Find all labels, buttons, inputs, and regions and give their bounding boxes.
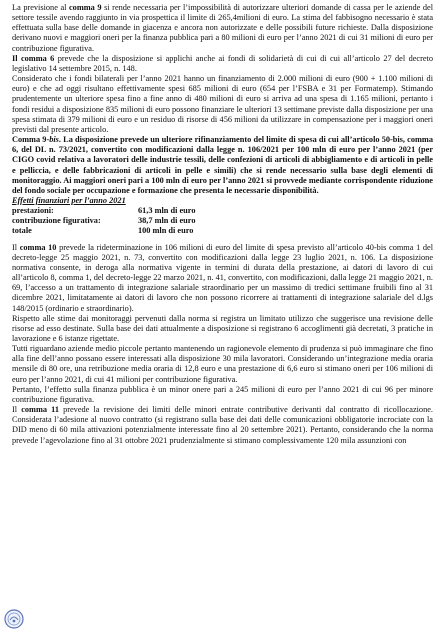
text-run: comma 10 [19, 242, 57, 252]
bottom-paragraph [12, 243, 433, 314]
text-run: comma 9 [69, 3, 102, 12]
effects-row [12, 226, 195, 236]
bottom-paragraph [12, 344, 433, 385]
text-run: Il comma 6 [12, 53, 55, 63]
financial-effects-title: Effetti finanziari per l’anno 2021 [12, 195, 126, 205]
top-paragraph [12, 3, 433, 54]
text-run: comma 11 [21, 405, 59, 415]
text-run: Considerato che i fondi bilaterali per l’anno 2021 hanno un finanziamento di 2.000 milioni di euro (900 + 1.100 milioni di euro) e che ad oggi risultano effettivamente spesi 685 milioni di euro (654 per l’FSBA e 31 per Formatemp). Stimando prudentemente un ulteriore spesa fino a fine anno di 480 milioni di euro si arriva ad una spesa di 1.165 milioni, pertanto i fondi residui a disposizione 835 milioni di euro possono finanziare le ulteriori 13 settimane previste dalla disposizione per una spesa stimata di 379 milioni di euro e un residuo di risorse di 456 milioni da utilizzare in compensazione per i maggiori oneri previsti dal presente articolo. [12, 74, 433, 134]
top-paragraph [12, 74, 433, 135]
seal-logo-icon [4, 609, 24, 629]
bottom-paragraph [12, 385, 433, 405]
text-run: Tutti riguardano aziende medio piccole pertanto mantenendo un ragionevole elemento di prudenza si può immaginare che fino alla fine dell’anno possano essere interessati alla disposizione 30 mila lavoratori. Considerando un’integrazione media oraria mensile di 80 ore, una retribuzione media oraria di 12,8 euro e una prestazione di 6,6 euro si stimano oneri per 106 milioni di euro per l’anno 2021, di cui 41 milioni per contribuzione figurativa. [12, 344, 433, 384]
text-run: Il [12, 405, 22, 415]
bottom-paragraph [12, 405, 433, 446]
effects-row [12, 206, 195, 216]
top-paragraph [12, 135, 433, 196]
text-run: La previsione al [12, 3, 69, 12]
text-run: Il [12, 242, 20, 252]
text-run: prevede che la disposizione si applichi anche ai fondi di solidarietà di cui di cui all’articolo 27 del decreto legislativo 14 settembre 2015, n. 148. [12, 53, 434, 73]
document-page [12, 3, 433, 446]
text-run: . La disposizione prevede un ulteriore rifinanziamento del limite di spesa di cui all’articolo 50-bis, comma 6, del DL n. 73/2021, convertito con modificazioni dalla legge n. 106/2021 per 100 mln di euro per l’anno 2021 (per CIGO covid relativa a lavoratori delle industrie tessili, delle confezioni di articoli di abbigliamento e di articoli in pelle e pelliccia, e delle fabbricazioni di articoli in pelle e simili) che si rende necessario sulla base degli elementi di monitoraggio. Ai maggiori oneri pari a 100 mln di euro per l’anno 2021 si provvede mediante corrispondente riduzione del fondo sociale per occupazione e formazione che presenta le necessarie disponibilità. [12, 135, 433, 195]
text-run: Pertanto, l’effetto sulla finanza pubblica è un minor onere pari a 245 milioni di euro per l’anno 2021 di cui 96 per minore contribuzione figurativa. [12, 384, 433, 404]
top-paragraphs [12, 3, 433, 196]
effects-row [12, 216, 195, 226]
text-run: prevede la revisione dei limiti delle minori entrate contributive derivanti dal contratto di ricollocazione. Considerata l’adesione al nuovo contratto (si registrano sulla base dei dati delle comunicazioni obbligatorie incrociate con la DID meno di 60 mila attivazioni potenzialmente interessate fino al 20 settembre 2021). Pertanto, considerando che la norma prevede l’agevolazione fino al 31 ottobre 2021 prudenzialmente si stimano complessivamente 120 mila assunzioni con [12, 405, 433, 445]
effects-value: 100 mln di euro [138, 226, 194, 236]
bottom-paragraphs [12, 243, 433, 446]
effects-label: contribuzione figurativa: [12, 216, 101, 226]
text-run: Rispetto alle stime dai monitoraggi pervenuti dalla norma si registra un limitato utilizzo che suggerisce una revisione delle risorse ad esso destinate. Sulla base dei dati attualmente a disposizione si registrano 6 accoglimenti già decretati, 3 pratiche in lavorazione e 6 istanze rigettate. [12, 313, 433, 343]
text-run: bis [49, 135, 59, 145]
bottom-paragraph [12, 314, 433, 344]
text-run: si rende necessaria per l’impossibilità di autorizzare ulteriori domande di cassa per le aziende del settore tessile avendo raggiunto in via prospettica il limite di 265,4milioni di euro. La stima del fabbisogno necessario è stata effettuata sulla base delle domande in giacenza e ancora non autorizzate e delle possibili future richieste. Dalla disposizione derivano nuovi e maggiori oneri per la finanza pubblica pari a 80 milioni di euro per l’anno 2021 di cui 31 milioni di euro per contribuzione figurativa. [12, 3, 433, 53]
effects-label: prestazioni: [12, 206, 54, 216]
text-run: Comma 9- [12, 135, 50, 145]
effects-label: totale [12, 226, 32, 236]
top-paragraph [12, 54, 433, 74]
effects-value: 38,7 mln di euro [138, 216, 196, 226]
text-run: prevede la rideterminazione in 106 milioni di euro del limite di spesa previsto all’articolo 40-bis comma 1 del decreto-legge 25 maggio 2021, n. 73, convertito con modificazioni dalla legge 23 luglio 2021, n. 106. La disposizione normativa consente, in deroga alla normativa vigente in termini di durata della prestazione, ai datori di lavoro di cui all’articolo 8, comma 1, del decreto-legge 22 marzo 2021, n. 41, convertito, con modificazioni, dalla legge 21 maggio 2021, n. 69, l’accesso a un trattamento di integrazione salariale straordinario per un massimo di tredici settimane fruibili fino al 31 dicembre 2021, limitatamente ai datori di lavoro che non possono ricorrere ai trattamenti di integrazione salariale del d.lgs 148/2015 (ordinario e straordinario). [12, 242, 433, 313]
financial-effects-table [12, 206, 195, 236]
effects-value: 61,3 mln di euro [138, 206, 196, 216]
